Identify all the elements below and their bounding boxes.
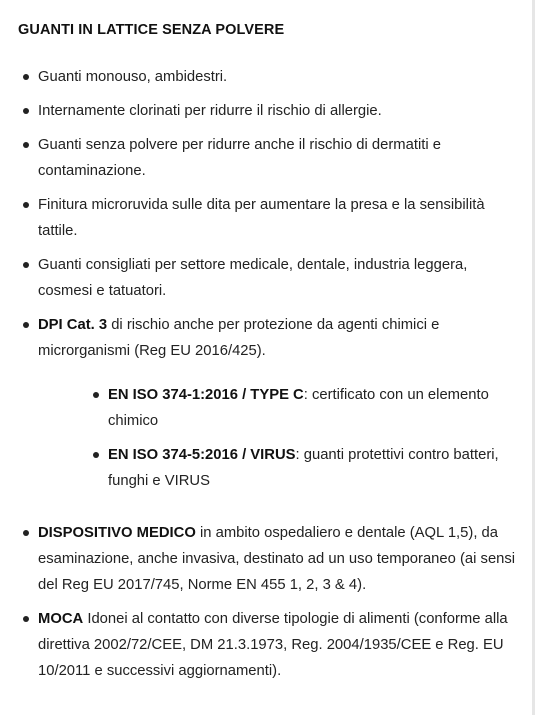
list-item <box>18 520 518 598</box>
bullet-icon <box>23 616 29 622</box>
item-text: Guanti monouso, ambidestri. <box>38 69 228 85</box>
bullet-icon <box>23 262 29 268</box>
item-text: di rischio anche per protezione da agenti chimici e microrganismi (Reg EU 2016/425). <box>38 317 440 359</box>
list-item <box>18 98 518 124</box>
item-text: Internamente clorinati per ridurre il rischio di allergie. <box>38 103 382 119</box>
bullet-icon <box>23 530 29 536</box>
bullet-icon <box>23 142 29 148</box>
item-bold: EN ISO 374-5:2016 / VIRUS <box>108 447 296 463</box>
item-bold: DPI Cat. 3 <box>38 317 108 333</box>
item-text: Guanti consigliati per settore medicale, dentale, industria leggera, cosmesi e tatuatori. <box>38 257 468 299</box>
item-text: in ambito ospedaliero e dentale (AQL 1,5), da esaminazione, anche invasiva, destinato ad un uso temporaneo (ai sensi del Reg EU 2017/745, Norme EN 455 1, 2, 3 & 4). <box>38 525 516 593</box>
bullet-icon <box>23 108 29 114</box>
section-title: GUANTI IN LATTICE SENZA POLVERE <box>18 22 285 38</box>
list-item <box>18 312 518 494</box>
item-bold: MOCA <box>38 611 84 627</box>
list-item <box>18 64 518 90</box>
item-text: : certificato con un elemento chimico <box>108 387 489 429</box>
list-item <box>18 252 518 304</box>
bullet-icon <box>93 452 99 458</box>
features-list <box>18 64 518 692</box>
item-text: : guanti protettivi contro batteri, funghi e VIRUS <box>108 447 499 489</box>
item-text: Idonei al contatto con diverse tipologie di alimenti (conforme alla direttiva 2002/72/CEE, DM 21.3.1973, Reg. 2004/1935/CEE e Reg. EU 10/2011 e successivi aggiornamenti). <box>38 611 508 679</box>
bullet-icon <box>93 392 99 398</box>
bullet-icon <box>23 202 29 208</box>
list-item <box>18 132 518 184</box>
sub-list-item <box>88 382 518 434</box>
bullet-icon <box>23 74 29 80</box>
item-bold: DISPOSITIVO MEDICO <box>38 525 196 541</box>
item-bold: EN ISO 374-1:2016 / TYPE C <box>108 387 304 403</box>
list-item <box>18 192 518 244</box>
certifications-list <box>88 382 518 494</box>
list-item <box>18 606 518 684</box>
item-text: Guanti senza polvere per ridurre anche il rischio di dermatiti e contaminazione. <box>38 137 441 179</box>
bullet-icon <box>23 322 29 328</box>
item-text: Finitura microruvida sulle dita per aumentare la presa e la sensibilità tattile. <box>38 197 485 239</box>
sub-list-item <box>88 442 518 494</box>
